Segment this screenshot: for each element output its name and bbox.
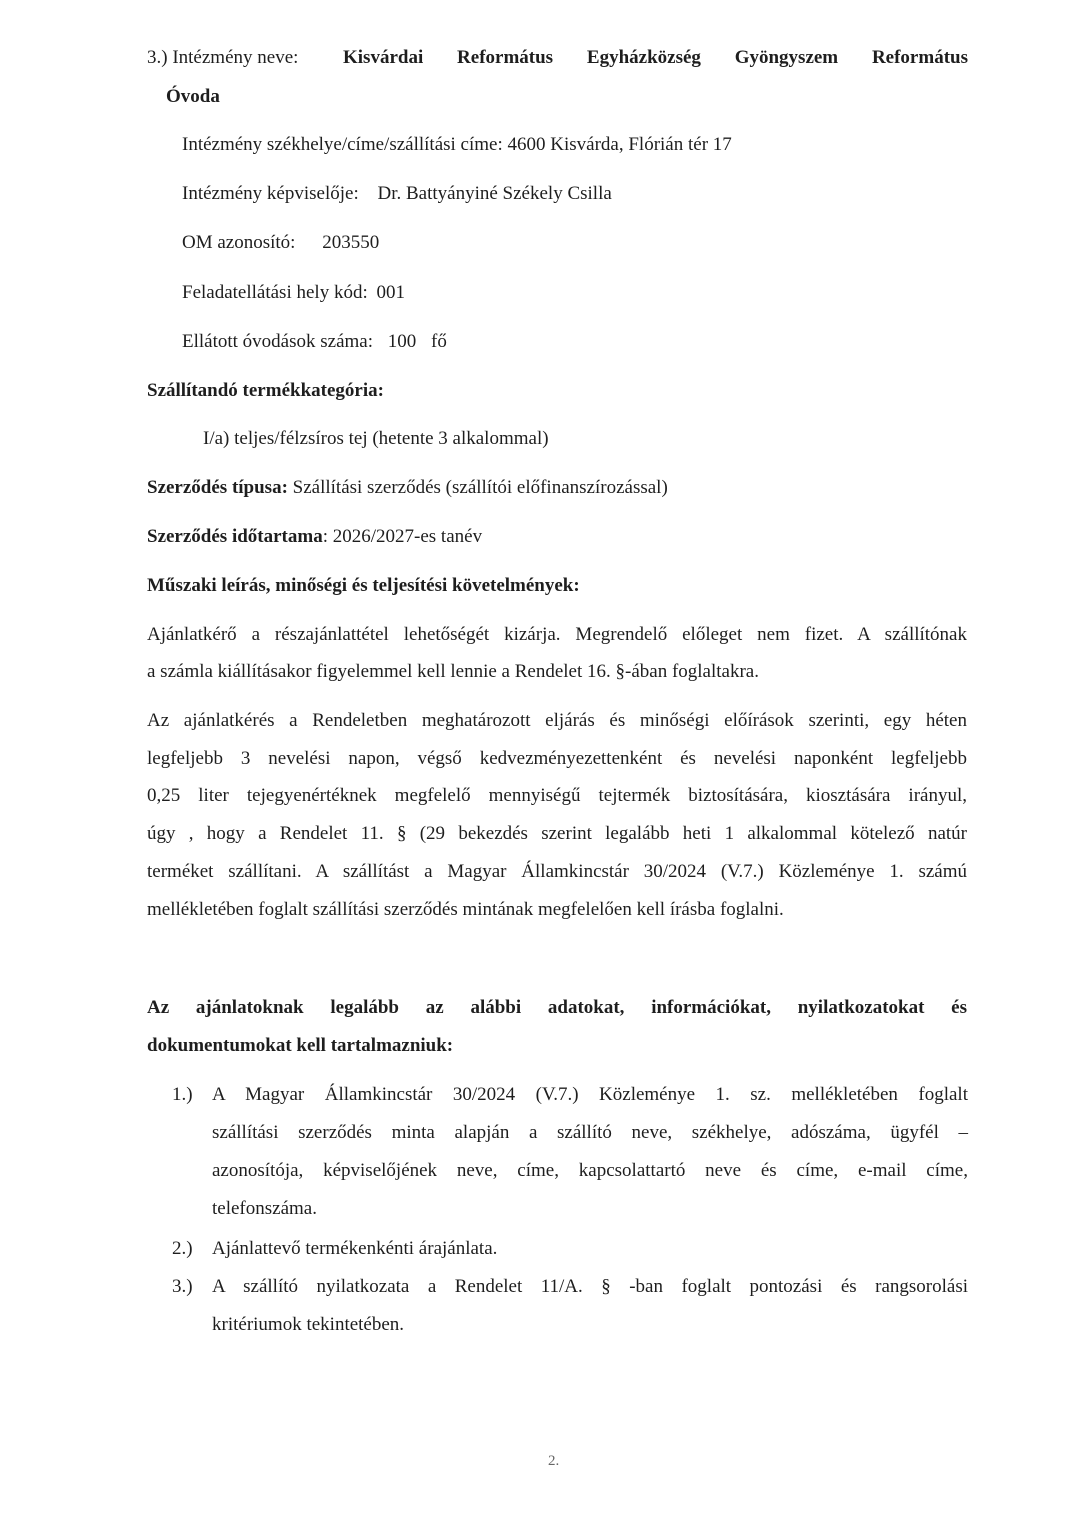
product-category-heading: Szállítandó termékkategória:: [147, 380, 384, 401]
representative-label: Intézmény képviselője:: [182, 183, 359, 204]
institution-number: [147, 47, 298, 69]
contract-duration-row: [147, 526, 482, 548]
address-row: [182, 134, 732, 156]
colon: :: [322, 526, 328, 547]
technical-para2-line: Az ajánlatkérés a Rendeletben meghatározott eljárás és minőségi előírások szerinti, egy héten: [147, 710, 967, 731]
technical-heading: Műszaki leírás, minőségi és teljesítési követelmények:: [147, 575, 580, 596]
page-number: 2.: [548, 1453, 560, 1469]
contract-type-label: Szerződés típusa:: [147, 477, 288, 498]
contract-type-value: Szállítási szerződés (szállítói előfinanszírozással): [292, 477, 668, 498]
children-row: [182, 331, 447, 353]
offer-item-line: kritériumok tekintetében.: [212, 1314, 405, 1335]
section-number: 3.): [147, 47, 168, 68]
children-unit: fő: [431, 331, 447, 352]
technical-para2-line: mellékletében foglalt szállítási szerződés mintának megfelelően kell írásba foglalni.: [147, 899, 784, 920]
name-word: Református: [457, 47, 554, 68]
offer-item-line: A szállító nyilatkozata a Rendelet 11/A. § -ban foglalt pontozási és rangsorolási: [212, 1276, 968, 1297]
address-value: 4600 Kisvárda, Flórián tér 17: [507, 134, 732, 155]
institution-name-label: Intézmény neve:: [172, 47, 299, 68]
name-word: Gyöngyszem: [734, 47, 839, 68]
technical-para1-line: a számla kiállításakor figyelemmel kell lennie a Rendelet 16. §-ában foglaltakra.: [147, 661, 759, 682]
offer-item-line: Ajánlattevő termékenkénti árajánlata.: [212, 1238, 498, 1259]
site-code-value: 001: [376, 282, 405, 303]
offer-item-number: 3.): [172, 1276, 193, 1297]
site-code-label: Feladatellátási hely kód:: [182, 282, 368, 303]
address-label: Intézmény székhelye/címe/szállítási címe:: [182, 134, 503, 155]
name-word: Egyházközség: [586, 47, 701, 68]
om-row: [182, 232, 379, 254]
name-word: Református: [871, 47, 968, 68]
technical-para2-line: terméket szállítani. A szállítást a Magyar Államkincstár 30/2024 (V.7.) Közleménye 1. számú: [147, 861, 967, 882]
offer-item-line: azonosítója, képviselőjének neve, címe, kapcsolattartó neve és címe, e-mail címe,: [212, 1160, 968, 1181]
technical-para1-line: Ajánlatkérő a részajánlattétel lehetőségét kizárja. Megrendelő előleget nem fizet. A szállítónak: [147, 624, 967, 645]
contract-duration-value: 2026/2027-es tanév: [332, 526, 483, 547]
institution-name-line2: Óvoda: [166, 86, 220, 107]
children-label: Ellátott óvodások száma:: [182, 331, 374, 352]
contract-duration-label: Szerződés időtartama: [147, 526, 323, 547]
name-word: Kisvárdai: [343, 47, 424, 68]
technical-para2-line: úgy , hogy a Rendelet 11. § (29 bekezdés szerint legalább heti 1 alkalommal kötelező natúr: [147, 823, 967, 844]
technical-para2-line: 0,25 liter tejegyenértéknek megfelelő mennyiségű tejtermék biztosítására, kiosztására irányul,: [147, 785, 967, 806]
om-label: OM azonosító:: [182, 232, 296, 253]
om-value: 203550: [322, 232, 380, 253]
offer-item-line: A Magyar Államkincstár 30/2024 (V.7.) Közleménye 1. sz. mellékletében foglalt: [212, 1084, 968, 1105]
contract-type-row: [147, 477, 668, 499]
offer-item-number: 1.): [172, 1084, 193, 1105]
offers-heading-line: dokumentumokat kell tartalmazniuk:: [147, 1035, 454, 1056]
product-category-item: I/a) teljes/félzsíros tej (hetente 3 alkalommal): [203, 428, 549, 449]
representative-row: [182, 183, 612, 205]
representative-value: Dr. Battyányiné Székely Csilla: [377, 183, 612, 204]
institution-name-line1: [343, 47, 968, 69]
children-value: 100: [387, 331, 417, 352]
offer-item-line: szállítási szerződés minta alapján a szállító neve, székhelye, adószáma, ügyfél –: [212, 1122, 968, 1143]
offer-item-number: 2.): [172, 1238, 193, 1259]
offer-item-line: telefonszáma.: [212, 1198, 317, 1219]
site-code-row: [182, 282, 405, 304]
technical-para2-line: legfeljebb 3 nevelési napon, végső kedvezményezettenként és nevelési naponként legfeljebb: [147, 748, 967, 769]
offers-heading-line: Az ajánlatoknak legalább az alábbi adatokat, információkat, nyilatkozatokat és: [147, 997, 967, 1018]
